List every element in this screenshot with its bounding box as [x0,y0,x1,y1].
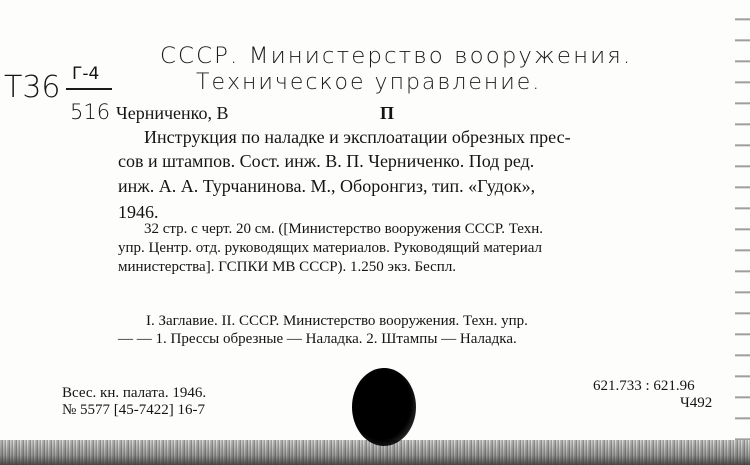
description-line: Инструкция по наладке и эксплоатации обрезных прес- [144,127,571,147]
classification-main: Т36 [4,70,61,105]
udc-index: 621.733 : 621.96 [593,378,695,394]
classification-sup: Г-4 [72,64,100,84]
handwritten-heading-line2: Техническое управление. [196,70,542,95]
punch-hole [352,368,416,446]
tracings-line: — — 1. Прессы обрезные — Наладка. 2. Штампы — Наладка. [118,331,517,347]
shelf-code: Ч492 [680,395,713,411]
description-line: сов и штампов. Сост. инж. В. П. Черниченко. Под ред. [118,151,535,171]
collation-line: упр. Центр. отд. руководящих материалов. Руководящий материал [118,240,543,256]
scan-bottom-noise [0,440,750,465]
author-initial: П [380,103,395,123]
book-chamber-number: № 5577 [45-7422] 16-7 [62,402,206,418]
author-name: Черниченко, В [116,103,229,123]
handwritten-heading-line1: СССР. Министерство вооружения. [160,44,633,69]
collation-line: министерства]. ГСПКИ МВ СССР). 1.250 экз. Беспл. [118,259,457,275]
description-line: инж. А. А. Турчанинова. М., Оборонгиз, тип. «Гудок», [118,176,536,196]
book-chamber-line: Всес. кн. палата. 1946. [62,385,207,401]
description-line: 1946. [118,202,159,222]
scan-edge-noise [735,0,750,440]
classification-sub: 516 [70,100,111,124]
tracings-line: I. Заглавие. II. СССР. Министерство вооружения. Техн. упр. [146,313,528,329]
classification-divider [66,88,112,90]
collation-line: 32 стр. с черт. 20 см. ([Министерство вооружения СССР. Техн. [144,221,544,237]
